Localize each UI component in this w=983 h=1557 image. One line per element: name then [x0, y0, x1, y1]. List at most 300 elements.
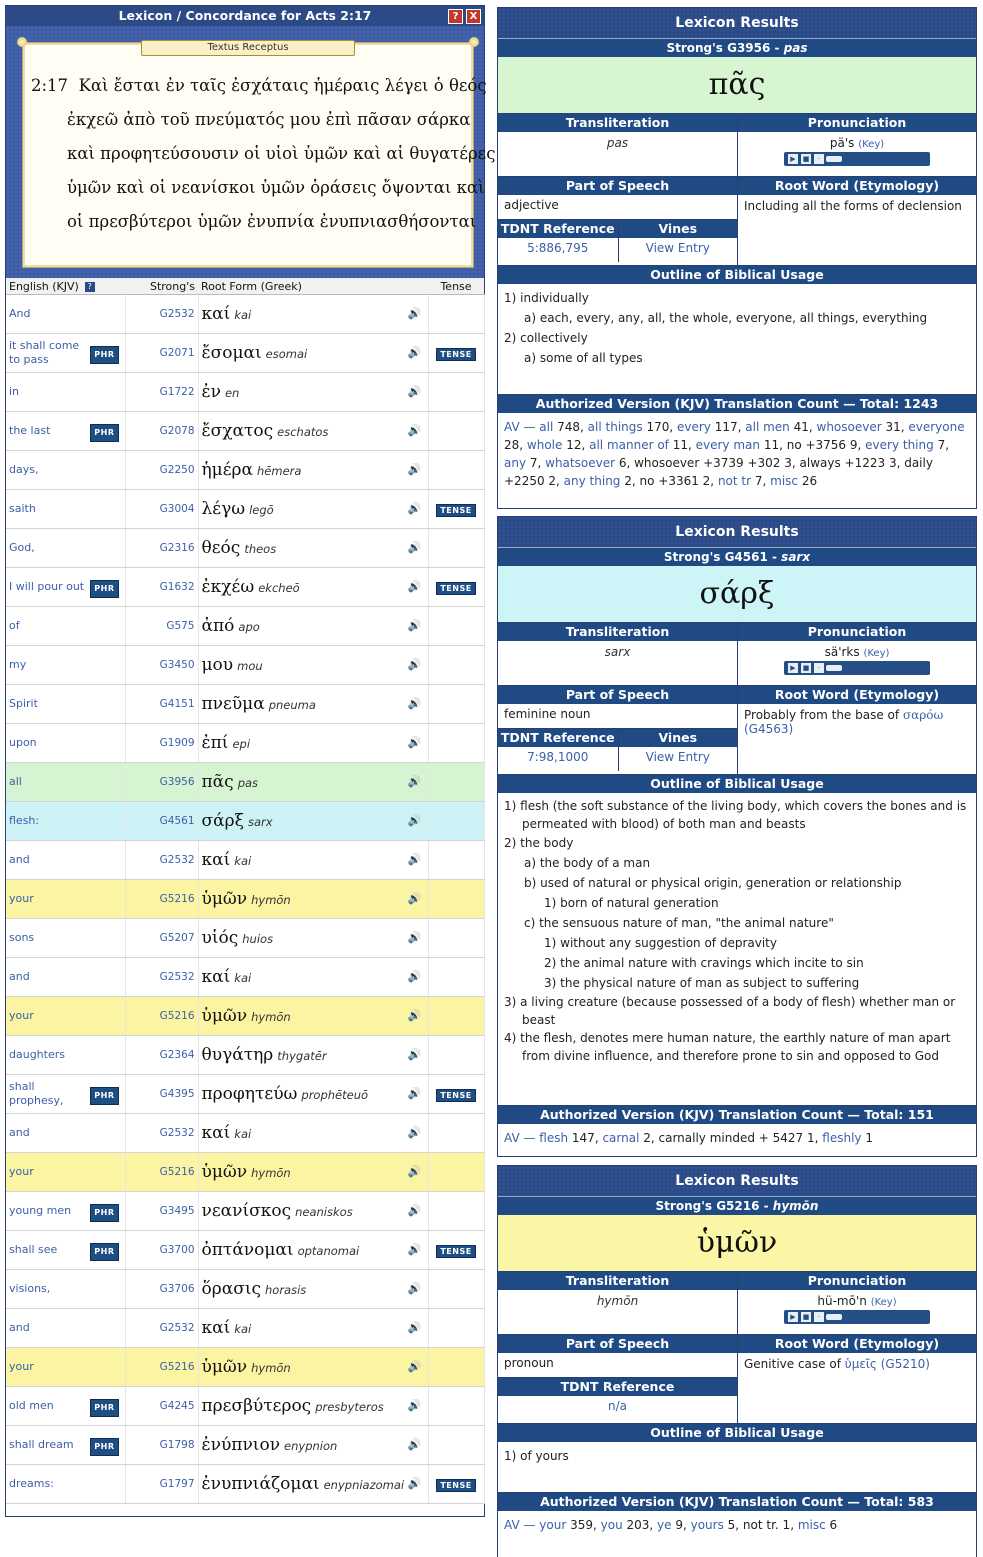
speaker-icon[interactable]: 🔊	[407, 346, 422, 359]
english-cell[interactable]	[6, 685, 125, 724]
tense-button[interactable]: TENSE	[436, 582, 475, 595]
root-cell[interactable]	[198, 1036, 428, 1075]
table-row[interactable]	[6, 1387, 484, 1426]
strongs-link[interactable]: G2071	[125, 334, 198, 373]
greek-word[interactable]: καί	[201, 304, 231, 324]
english-word[interactable]: sons	[9, 931, 35, 944]
strongs-link[interactable]: G1722	[125, 373, 198, 412]
greek-word[interactable]: καί	[201, 1318, 231, 1338]
key-link[interactable]: (Key)	[863, 648, 890, 659]
phrase-button[interactable]: PHR	[90, 1399, 118, 1417]
strongs-link[interactable]: G1909	[125, 724, 198, 763]
col-english[interactable]: English (KJV) ?	[6, 278, 125, 295]
table-row[interactable]	[6, 1192, 484, 1231]
speaker-icon[interactable]: 🔊	[407, 775, 422, 788]
speaker-icon[interactable]: 🔊	[407, 1438, 422, 1451]
greek-word[interactable]: ἐκχέω	[201, 577, 255, 597]
root-cell[interactable]	[198, 958, 428, 997]
root-cell[interactable]	[198, 1075, 428, 1114]
key-link[interactable]: (Key)	[870, 1297, 897, 1308]
lexicon-title: Lexicon Results	[498, 517, 976, 547]
root-cell[interactable]	[198, 1192, 428, 1231]
speaker-icon[interactable]: 🔊	[407, 580, 422, 593]
strongs-link[interactable]: G1798	[125, 1426, 198, 1465]
strongs-link[interactable]: G2250	[125, 451, 198, 490]
english-word[interactable]: your	[9, 1165, 34, 1178]
root-cell[interactable]	[198, 529, 428, 568]
english-word[interactable]: flesh:	[9, 814, 40, 827]
tense-button[interactable]: TENSE	[436, 1479, 475, 1492]
speaker-icon[interactable]: 🔊	[407, 658, 422, 671]
speaker-icon[interactable]: 🔊	[407, 814, 422, 827]
english-word[interactable]: young men	[9, 1204, 72, 1217]
help-button[interactable]: ?	[448, 9, 463, 24]
greek-word[interactable]: σάρξ	[201, 811, 244, 831]
greek-word[interactable]: λέγω	[201, 499, 246, 519]
greek-word[interactable]: ἐν	[201, 382, 221, 402]
col-strongs[interactable]: Strong's	[125, 278, 198, 295]
english-word[interactable]: and	[9, 853, 30, 866]
help-icon[interactable]: ?	[85, 282, 95, 292]
english-word[interactable]: your	[9, 892, 34, 905]
table-row[interactable]	[6, 295, 484, 334]
volume-icon[interactable]: ·	[814, 1312, 824, 1322]
root-cell[interactable]	[198, 607, 428, 646]
speaker-icon[interactable]: 🔊	[407, 853, 422, 866]
greek-word[interactable]: ὑμῶν	[201, 889, 248, 909]
audio-slider[interactable]	[826, 1314, 842, 1320]
speaker-icon[interactable]: 🔊	[407, 1282, 422, 1295]
text-version-label[interactable]: Textus Receptus	[141, 40, 355, 56]
av-link[interactable]: any	[504, 456, 527, 470]
english-word[interactable]: Spirit	[9, 697, 38, 710]
speaker-icon[interactable]: 🔊	[407, 1360, 422, 1373]
stop-icon[interactable]: ■	[802, 155, 810, 163]
tense-cell	[428, 685, 484, 724]
strongs-link[interactable]: G4151	[125, 685, 198, 724]
english-cell[interactable]	[6, 724, 125, 763]
speaker-icon[interactable]: 🔊	[407, 385, 422, 398]
greek-word[interactable]: καί	[201, 1123, 231, 1143]
greek-word[interactable]: ἐπί	[201, 733, 229, 753]
root-cell[interactable]	[198, 490, 428, 529]
av-link[interactable]: AV —	[504, 420, 540, 434]
english-cell[interactable]	[6, 607, 125, 646]
phrase-button[interactable]: PHR	[90, 1204, 118, 1222]
table-row[interactable]	[6, 1036, 484, 1075]
strongs-link[interactable]: G3700	[125, 1231, 198, 1270]
phrase-button[interactable]: PHR	[90, 1438, 118, 1456]
speaker-icon[interactable]: 🔊	[407, 697, 422, 710]
greek-word[interactable]: ὑμῶν	[201, 1006, 248, 1026]
speaker-icon[interactable]: 🔊	[407, 736, 422, 749]
av-link[interactable]: any thing	[563, 474, 621, 488]
root-cell[interactable]	[198, 841, 428, 880]
table-row[interactable]	[6, 685, 484, 724]
av-link[interactable]: AV —	[504, 1518, 540, 1532]
speaker-icon[interactable]: 🔊	[407, 1321, 422, 1334]
av-link[interactable]: misc	[797, 1518, 826, 1532]
english-cell[interactable]	[6, 997, 125, 1036]
strongs-link[interactable]: G2532	[125, 841, 198, 880]
speaker-icon[interactable]: 🔊	[407, 1243, 422, 1256]
speaker-icon[interactable]: 🔊	[407, 970, 422, 983]
english-cell[interactable]	[6, 1192, 125, 1231]
strongs-link[interactable]: G575	[125, 607, 198, 646]
speaker-icon[interactable]: 🔊	[407, 541, 422, 554]
av-link[interactable]: flesh	[539, 1131, 569, 1145]
phrase-button[interactable]: PHR	[90, 1243, 118, 1261]
transliteration: mou	[237, 659, 263, 673]
root-cell[interactable]	[198, 919, 428, 958]
outline-body	[498, 1442, 976, 1492]
root-cell[interactable]	[198, 334, 428, 373]
strongs-link[interactable]: G4561	[125, 802, 198, 841]
speaker-icon[interactable]: 🔊	[407, 1399, 422, 1412]
speaker-icon[interactable]: 🔊	[407, 424, 422, 437]
english-cell[interactable]	[6, 1387, 125, 1426]
english-cell[interactable]	[6, 763, 125, 802]
english-cell[interactable]	[6, 1114, 125, 1153]
english-word[interactable]: saith	[9, 502, 36, 515]
transliteration: prophēteuō	[301, 1088, 369, 1102]
audio-player[interactable]	[784, 661, 930, 675]
speaker-icon[interactable]: 🔊	[407, 1204, 422, 1217]
stop-icon[interactable]: ■	[802, 664, 810, 672]
table-row[interactable]	[6, 1465, 484, 1504]
root-cell[interactable]	[198, 1387, 428, 1426]
greek-word[interactable]: ὅρασις	[201, 1279, 261, 1299]
audio-slider[interactable]	[826, 665, 842, 671]
table-row[interactable]	[6, 451, 484, 490]
speaker-icon[interactable]: 🔊	[407, 1126, 422, 1139]
phrase-button[interactable]: PHR	[90, 424, 118, 442]
play-icon[interactable]: ▶	[788, 1312, 798, 1322]
table-row[interactable]	[6, 412, 484, 451]
speaker-icon[interactable]: 🔊	[407, 1087, 422, 1100]
strongs-link[interactable]: G3706	[125, 1270, 198, 1309]
strongs-link[interactable]: G2532	[125, 295, 198, 334]
strongs-link[interactable]: G1632	[125, 568, 198, 607]
greek-word[interactable]: προφητεύω	[201, 1084, 298, 1104]
av-link[interactable]: every	[677, 420, 711, 434]
english-cell[interactable]	[6, 568, 125, 607]
tense-button[interactable]: TENSE	[436, 1245, 475, 1258]
strongs-link[interactable]: G2078	[125, 412, 198, 451]
speaker-icon[interactable]: 🔊	[407, 1477, 422, 1490]
av-link[interactable]: every man	[695, 438, 760, 452]
english-word[interactable]: your	[9, 1360, 34, 1373]
table-row[interactable]	[6, 958, 484, 997]
tdnt-link[interactable]: 5:886,795	[527, 241, 589, 255]
greek-word[interactable]: πνεῦμα	[201, 694, 265, 714]
english-cell[interactable]	[6, 646, 125, 685]
audio-player[interactable]	[784, 152, 930, 166]
root-link[interactable]: ὑμεῖς (G5210)	[844, 1357, 930, 1371]
phrase-button[interactable]: PHR	[90, 1087, 118, 1105]
root-link[interactable]: σαρόω	[902, 708, 944, 722]
speaker-icon[interactable]: 🔊	[407, 619, 422, 632]
root-cell[interactable]	[198, 802, 428, 841]
table-row[interactable]	[6, 1114, 484, 1153]
phrase-button[interactable]: PHR	[90, 580, 118, 598]
audio-player[interactable]	[784, 1310, 930, 1324]
greek-word[interactable]: καί	[201, 850, 231, 870]
english-word[interactable]: shall dream	[9, 1438, 74, 1451]
strongs-link[interactable]: G5216	[125, 1153, 198, 1192]
av-link[interactable]: yours	[690, 1518, 724, 1532]
greek-word[interactable]: μου	[201, 655, 234, 675]
english-word[interactable]: all	[9, 775, 22, 788]
volume-icon[interactable]: ·	[814, 663, 824, 673]
table-row[interactable]	[6, 1153, 484, 1192]
english-word[interactable]: and	[9, 1126, 30, 1139]
tense-button[interactable]: TENSE	[436, 504, 475, 517]
speaker-icon[interactable]: 🔊	[407, 892, 422, 905]
greek-word[interactable]: ἔσομαι	[201, 343, 262, 363]
av-link[interactable]: AV —	[504, 1131, 540, 1145]
english-cell[interactable]	[6, 1153, 125, 1192]
english-word[interactable]: in	[9, 385, 20, 398]
tdnt-link[interactable]: 7:98,1000	[527, 750, 589, 764]
audio-slider[interactable]	[826, 156, 842, 162]
english-cell[interactable]	[6, 1426, 125, 1465]
root-cell[interactable]	[198, 685, 428, 724]
table-row[interactable]	[6, 997, 484, 1036]
strongs-link[interactable]: G5216	[125, 1348, 198, 1387]
root-cell[interactable]	[198, 1270, 428, 1309]
speaker-icon[interactable]: 🔊	[407, 1009, 422, 1022]
speaker-icon[interactable]: 🔊	[407, 307, 422, 320]
vines-link[interactable]: View Entry	[645, 750, 710, 764]
speaker-icon[interactable]: 🔊	[407, 463, 422, 476]
play-icon[interactable]: ▶	[788, 663, 798, 673]
strongs-link[interactable]: G5216	[125, 880, 198, 919]
av-link[interactable]: carnal	[602, 1131, 640, 1145]
english-word[interactable]: daughters	[9, 1048, 65, 1061]
table-row[interactable]	[6, 880, 484, 919]
root-cell[interactable]	[198, 880, 428, 919]
greek-word[interactable]: ὑμῶν	[201, 1162, 248, 1182]
root-cell[interactable]	[198, 568, 428, 607]
english-cell[interactable]	[6, 802, 125, 841]
tense-button[interactable]: TENSE	[436, 1089, 475, 1102]
english-cell[interactable]	[6, 1270, 125, 1309]
root-cell[interactable]	[198, 412, 428, 451]
root-cell[interactable]	[198, 451, 428, 490]
table-row[interactable]	[6, 1309, 484, 1348]
english-word[interactable]: God,	[9, 541, 35, 554]
english-word[interactable]: and	[9, 970, 30, 983]
english-cell[interactable]	[6, 841, 125, 880]
outline-item: 1) without any suggestion of depravity	[544, 936, 777, 950]
av-link[interactable]: everyone	[908, 420, 965, 434]
root-cell[interactable]	[198, 724, 428, 763]
volume-icon[interactable]: ·	[814, 154, 824, 164]
english-word[interactable]: my	[9, 658, 27, 671]
english-word[interactable]: And	[9, 307, 31, 320]
strongs-link[interactable]: G4245	[125, 1387, 198, 1426]
table-row[interactable]	[6, 841, 484, 880]
key-link[interactable]: (Key)	[858, 139, 885, 150]
english-cell[interactable]	[6, 958, 125, 997]
greek-word[interactable]: θεός	[201, 538, 241, 558]
root-cell[interactable]	[198, 997, 428, 1036]
vines-link[interactable]: View Entry	[645, 241, 710, 255]
strongs-link[interactable]: G2532	[125, 1114, 198, 1153]
strongs-link[interactable]: G5216	[125, 997, 198, 1036]
table-row[interactable]	[6, 802, 484, 841]
english-cell[interactable]	[6, 334, 125, 373]
table-row[interactable]	[6, 1270, 484, 1309]
english-word[interactable]: your	[9, 1009, 34, 1022]
strongs-link[interactable]: G2316	[125, 529, 198, 568]
root-cell[interactable]	[198, 1426, 428, 1465]
speaker-icon[interactable]: 🔊	[407, 931, 422, 944]
table-row[interactable]	[6, 646, 484, 685]
root-cell[interactable]	[198, 1348, 428, 1387]
table-row[interactable]	[6, 529, 484, 568]
root-cell[interactable]	[198, 295, 428, 334]
strongs-link[interactable]: G2532	[125, 958, 198, 997]
table-row[interactable]	[6, 373, 484, 412]
english-cell[interactable]	[6, 1075, 125, 1114]
table-row[interactable]	[6, 763, 484, 802]
table-row[interactable]	[6, 334, 484, 373]
root-cell[interactable]	[198, 1114, 428, 1153]
english-word[interactable]: I will pour out	[9, 580, 85, 593]
table-row[interactable]	[6, 568, 484, 607]
english-word[interactable]: the last	[9, 424, 51, 437]
col-root[interactable]: Root Form (Greek)	[198, 278, 428, 295]
av-link[interactable]: all manner of	[589, 438, 669, 452]
root-link[interactable]: (G4563)	[744, 722, 794, 736]
english-word[interactable]: shall see	[9, 1243, 58, 1256]
english-word[interactable]: days,	[9, 463, 39, 476]
strongs-link[interactable]: G4395	[125, 1075, 198, 1114]
english-word[interactable]: and	[9, 1321, 30, 1334]
english-cell[interactable]	[6, 529, 125, 568]
english-cell[interactable]	[6, 373, 125, 412]
english-cell[interactable]	[6, 412, 125, 451]
strongs-link[interactable]: G1797	[125, 1465, 198, 1504]
english-cell[interactable]	[6, 451, 125, 490]
english-word[interactable]: shall prophesy,	[9, 1080, 64, 1107]
table-row[interactable]	[6, 724, 484, 763]
col-tense[interactable]: Tense	[428, 278, 484, 295]
av-link[interactable]: every thing	[865, 438, 934, 452]
root-cell[interactable]	[198, 373, 428, 412]
speaker-icon[interactable]: 🔊	[407, 1048, 422, 1061]
table-row[interactable]	[6, 607, 484, 646]
phrase-button[interactable]: PHR	[90, 346, 118, 364]
play-icon[interactable]: ▶	[788, 154, 798, 164]
english-cell[interactable]	[6, 1348, 125, 1387]
english-cell[interactable]	[6, 880, 125, 919]
table-row[interactable]	[6, 1231, 484, 1270]
english-cell[interactable]	[6, 1036, 125, 1075]
greek-word[interactable]: καί	[201, 967, 231, 987]
root-cell[interactable]	[198, 646, 428, 685]
strongs-link[interactable]: G5207	[125, 919, 198, 958]
english-cell[interactable]	[6, 295, 125, 334]
av-link[interactable]: whole	[526, 438, 563, 452]
table-row[interactable]	[6, 490, 484, 529]
english-word[interactable]: of	[9, 619, 20, 632]
english-word[interactable]: upon	[9, 736, 37, 749]
greek-word[interactable]: ἐνύπνιον	[201, 1435, 281, 1455]
greek-word[interactable]: υἱός	[201, 928, 239, 948]
english-cell[interactable]	[6, 490, 125, 529]
strongs-link[interactable]: G3956	[125, 763, 198, 802]
speaker-icon[interactable]: 🔊	[407, 502, 422, 515]
greek-word[interactable]: θυγάτηρ	[201, 1045, 274, 1065]
av-link[interactable]: your	[539, 1518, 567, 1532]
strongs-link[interactable]: G3004	[125, 490, 198, 529]
root-cell[interactable]	[198, 1309, 428, 1348]
table-row[interactable]	[6, 1075, 484, 1114]
root-cell[interactable]	[198, 1465, 428, 1504]
verse-area	[6, 26, 496, 278]
av-link[interactable]: you	[600, 1518, 623, 1532]
greek-word[interactable]: νεανίσκος	[201, 1201, 292, 1221]
av-link[interactable]: whosoever	[816, 420, 882, 434]
english-word[interactable]: old men	[9, 1399, 54, 1412]
greek-word[interactable]: πᾶς	[201, 772, 234, 792]
strongs-link[interactable]: G2364	[125, 1036, 198, 1075]
root-cell[interactable]	[198, 763, 428, 802]
tense-button[interactable]: TENSE	[436, 348, 475, 361]
lexicon-title: Lexicon Results	[498, 8, 976, 38]
greek-word[interactable]: ἀπό	[201, 616, 235, 636]
english-word[interactable]: dreams:	[9, 1477, 54, 1490]
greek-word[interactable]: ἡμέρα	[201, 460, 254, 480]
strongs-link[interactable]: G2532	[125, 1309, 198, 1348]
stop-icon[interactable]: ■	[802, 1313, 810, 1321]
greek-word[interactable]: πρεσβύτερος	[201, 1396, 312, 1416]
strongs-link[interactable]: G3495	[125, 1192, 198, 1231]
av-link[interactable]: not tr	[717, 474, 752, 488]
english-word[interactable]: it shall come to pass	[9, 339, 80, 366]
tense-cell	[428, 1153, 484, 1192]
table-row[interactable]	[6, 919, 484, 958]
root-cell[interactable]	[198, 1153, 428, 1192]
table-row[interactable]	[6, 1426, 484, 1465]
av-link[interactable]: misc	[770, 474, 798, 488]
english-cell[interactable]	[6, 1231, 125, 1270]
av-link[interactable]: whatsoever	[545, 456, 616, 470]
av-link[interactable]: all men	[745, 420, 790, 434]
root-cell[interactable]	[198, 1231, 428, 1270]
av-link[interactable]: all	[539, 420, 554, 434]
english-cell[interactable]	[6, 1309, 125, 1348]
greek-word[interactable]: ἐνυπνιάζομαι	[201, 1474, 320, 1494]
av-link[interactable]: all things	[587, 420, 643, 434]
greek-word[interactable]: ἔσχατος	[201, 421, 274, 441]
english-cell[interactable]	[6, 919, 125, 958]
greek-word[interactable]: ὑμῶν	[201, 1357, 248, 1377]
av-link[interactable]: ye	[657, 1518, 672, 1532]
av-link[interactable]: fleshly	[822, 1131, 862, 1145]
close-button[interactable]: X	[466, 9, 481, 24]
strongs-link[interactable]: G3450	[125, 646, 198, 685]
english-word[interactable]: visions,	[9, 1282, 51, 1295]
speaker-icon[interactable]: 🔊	[407, 1165, 422, 1178]
english-cell[interactable]	[6, 1465, 125, 1504]
table-row[interactable]	[6, 1348, 484, 1387]
greek-word[interactable]: ὀπτάνομαι	[201, 1240, 294, 1260]
tdnt-header: TDNT Reference	[498, 728, 618, 747]
